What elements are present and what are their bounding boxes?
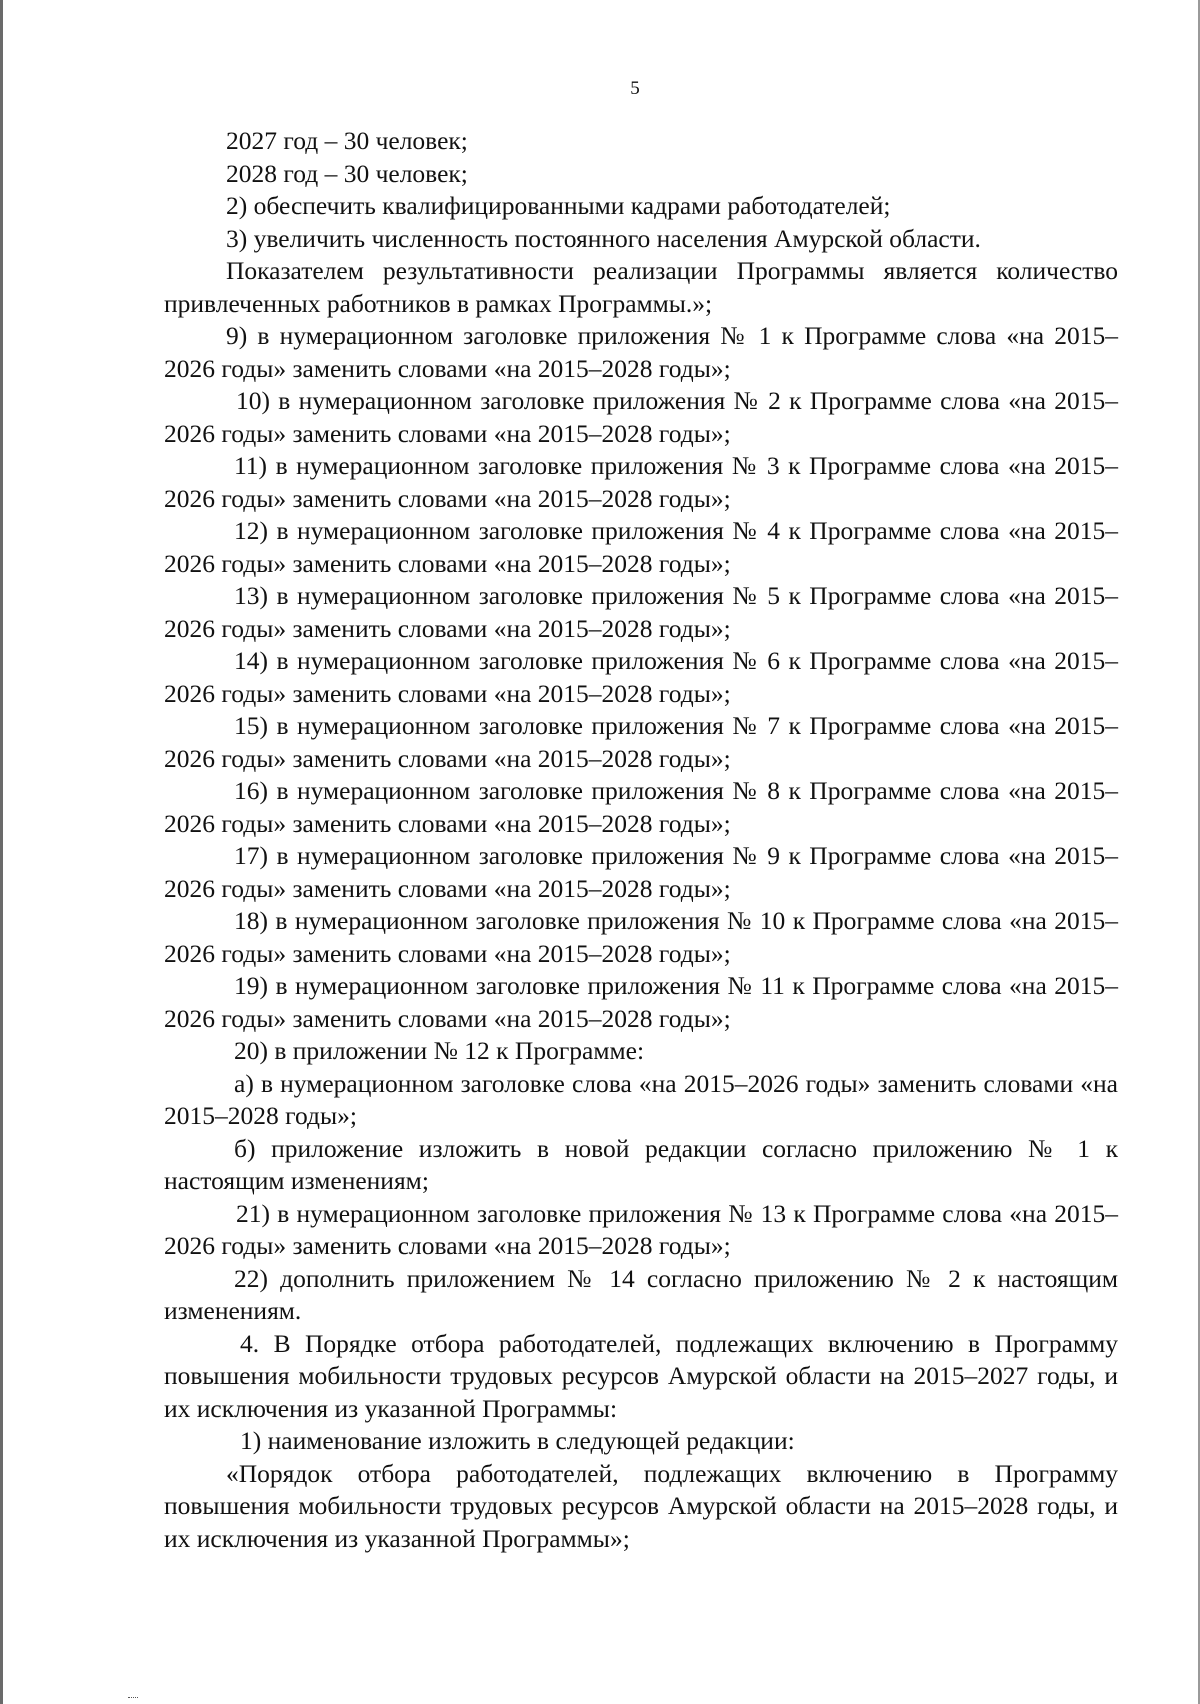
paragraph: 11) в нумерационном заголовке приложения № 3 к Программе слова «на 2015–2026 годы» заменить словами «на 2015–2028 годы»; — [164, 451, 1118, 513]
paragraph: 14) в нумерационном заголовке приложения № 6 к Программе слова «на 2015–2026 годы» заменить словами «на 2015–2028 годы»; — [164, 646, 1118, 708]
paragraph: 2028 год – 30 человек; — [226, 158, 468, 188]
paragraph: 20) в приложении № 12 к Программе: — [234, 1036, 645, 1065]
paragraph: 21) в нумерационном заголовке приложения № 13 к Программе слова «на 2015–2026 годы» заменить словами «на 2015–2028 годы»; — [164, 1198, 1118, 1260]
paragraph: 9) в нумерационном заголовке приложения № 1 к Программе слова «на 2015–2026 годы» заменить словами «на 2015–2028 годы»; — [164, 321, 1118, 383]
paragraph: а) в нумерационном заголовке слова «на 2015–2026 годы» заменить словами «на 2015–2028 годы»; — [164, 1068, 1118, 1130]
paragraph: б) приложение изложить в новой редакции согласно приложению № 1 к настоящим изменениям; — [164, 1133, 1118, 1195]
paragraph: 3) увеличить численность постоянного населения Амурской области. — [226, 223, 981, 253]
page-number: 5 — [630, 78, 640, 99]
paragraph: 19) в нумерационном заголовке приложения № 11 к Программе слова «на 2015–2026 годы» заменить словами «на 2015–2028 годы»; — [164, 971, 1118, 1033]
paragraph: 15) в нумерационном заголовке приложения № 7 к Программе слова «на 2015–2026 годы» заменить словами «на 2015–2028 годы»; — [164, 711, 1118, 773]
paragraph: 2) обеспечить квалифицированными кадрами работодателей; — [226, 191, 891, 220]
paragraph: 4. В Порядке отбора работодателей, подлежащих включению в Программу повышения мобильности трудовых ресурсов Амурской области на 2015–2027 годы, и их исключения из указанной Программы: — [164, 1328, 1118, 1423]
scan-edge-left — [0, 0, 3, 1704]
paragraph: 10) в нумерационном заголовке приложения № 2 к Программе слова «на 2015–2026 годы» заменить словами «на 2015–2028 годы»; — [164, 386, 1118, 448]
paragraph: 2027 год – 30 человек; — [226, 126, 468, 155]
paragraph: 13) в нумерационном заголовке приложения № 5 к Программе слова «на 2015–2026 годы» заменить словами «на 2015–2028 годы»; — [164, 581, 1118, 643]
paragraph: 12) в нумерационном заголовке приложения № 4 к Программе слова «на 2015–2026 годы» заменить словами «на 2015–2028 годы»; — [164, 516, 1118, 578]
paragraph: 17) в нумерационном заголовке приложения № 9 к Программе слова «на 2015–2026 годы» заменить словами «на 2015–2028 годы»; — [164, 841, 1118, 903]
document-body — [164, 125, 1118, 1555]
paragraph: 16) в нумерационном заголовке приложения № 8 к Программе слова «на 2015–2026 годы» заменить словами «на 2015–2028 годы»; — [164, 776, 1118, 838]
paragraph: 22) дополнить приложением № 14 согласно приложению № 2 к настоящим изменениям. — [164, 1263, 1118, 1325]
paragraph: 18) в нумерационном заголовке приложения № 10 к Программе слова «на 2015–2026 годы» заменить словами «на 2015–2028 годы»; — [164, 906, 1118, 968]
paragraph: Показателем результативности реализации Программы является количество привлеченных работников в рамках Программы.»; — [164, 256, 1118, 318]
paragraph: «Порядок отбора работодателей, подлежащих включению в Программу повышения мобильности трудовых ресурсов Амурской области на 2015–2028 годы, и их исключения из указанной Программы»; — [164, 1458, 1118, 1553]
scan-artifact — [128, 1694, 138, 1698]
paragraph: 1) наименование изложить в следующей редакции: — [240, 1426, 795, 1455]
